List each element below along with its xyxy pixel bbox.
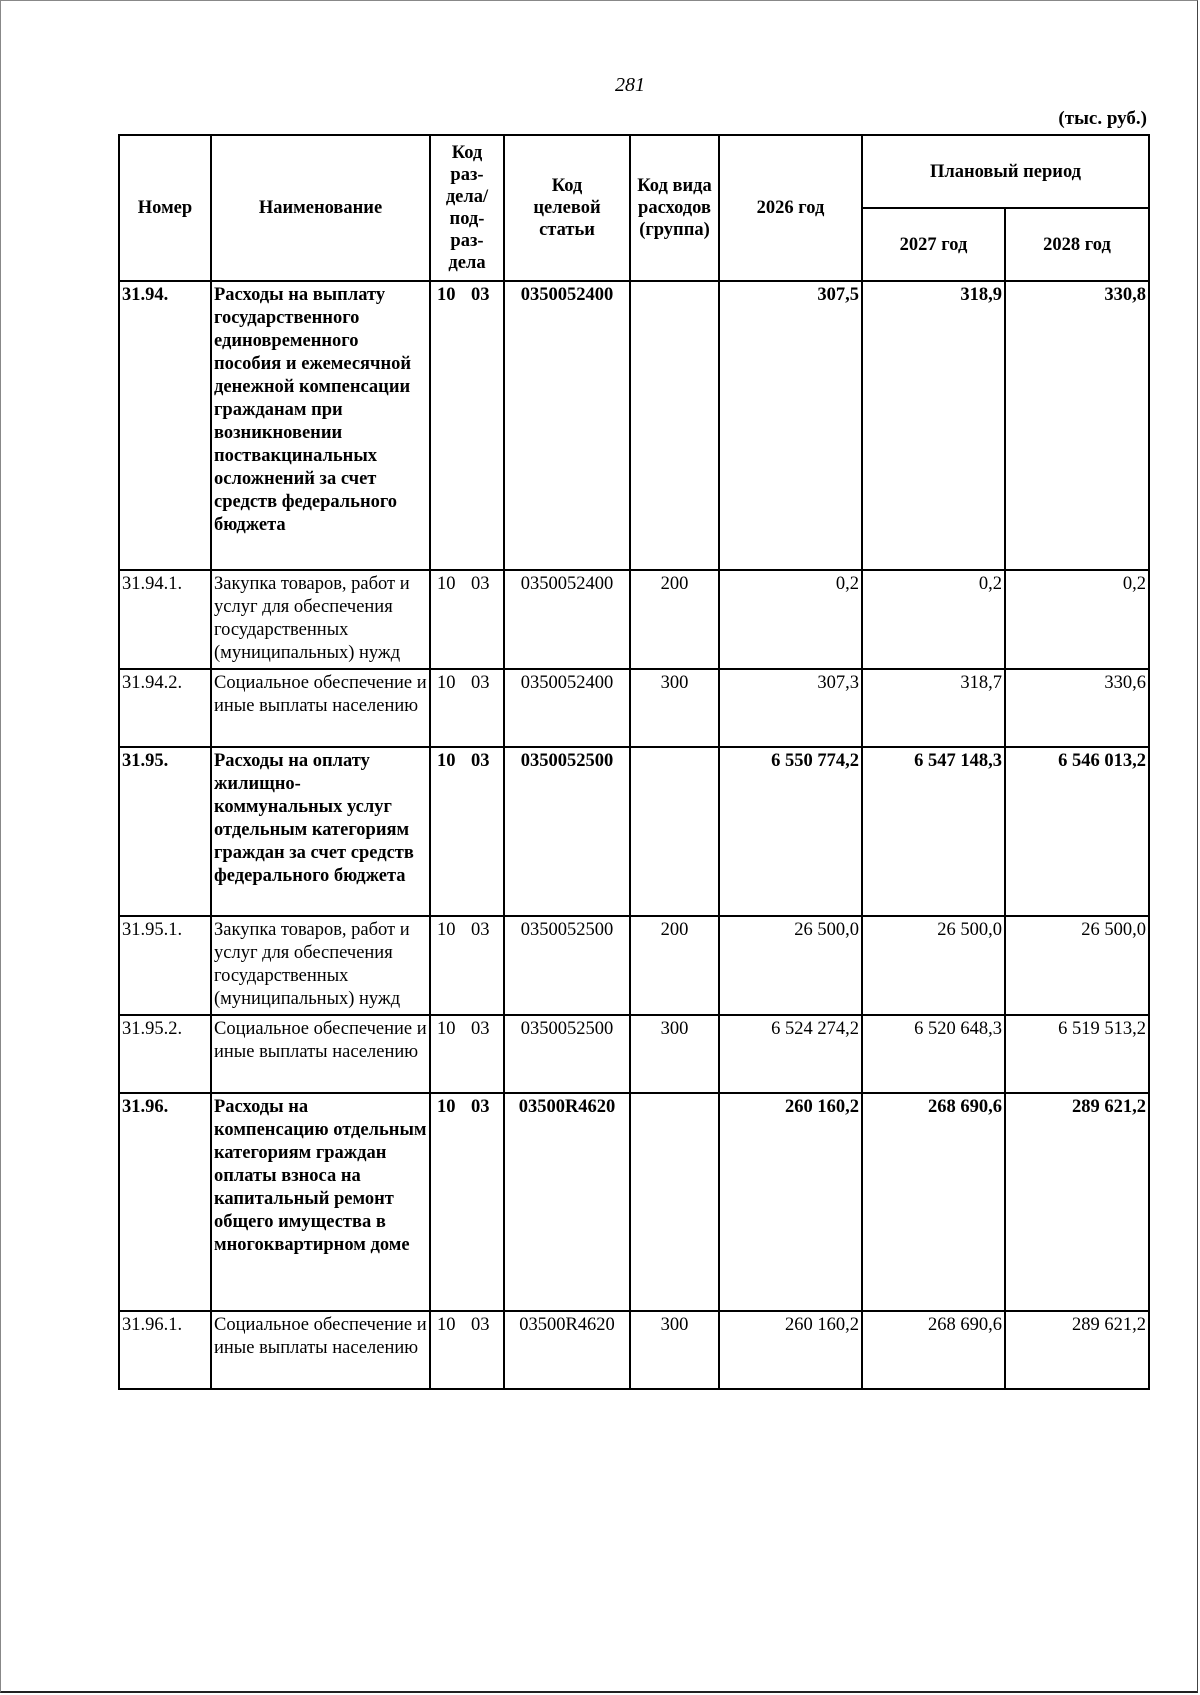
row-expense-kind [630, 281, 719, 570]
row-amount-2027: 0,2 [862, 570, 1005, 669]
row-subsection: 03 [471, 920, 490, 940]
header-section: Код раз-дела/ под-раз-дела [430, 135, 504, 281]
row-subsection: 03 [471, 574, 490, 594]
row-number: 31.95.1. [119, 916, 211, 1015]
row-name: Закупка товаров, работ и услуг для обеспечения государственных (муниципальных) нужд [211, 570, 430, 669]
row-subsection: 03 [471, 1097, 490, 1117]
table-row [119, 1015, 1149, 1093]
row-section: 10 [437, 673, 456, 693]
row-expense-kind: 200 [630, 570, 719, 669]
row-amount-2026: 260 160,2 [719, 1093, 862, 1311]
page-number: 281 [615, 74, 645, 96]
row-amount-2026: 260 160,2 [719, 1311, 862, 1389]
units-label: (тыс. руб.) [1058, 108, 1147, 129]
row-subsection: 03 [471, 1315, 490, 1335]
row-target-code: 03500R4620 [504, 1093, 630, 1311]
header-name: Наименование [211, 135, 430, 281]
row-section-code [430, 1093, 504, 1311]
row-expense-kind: 200 [630, 916, 719, 1015]
row-target-code: 0350052500 [504, 747, 630, 916]
row-number: 31.94. [119, 281, 211, 570]
row-target-code: 0350052500 [504, 916, 630, 1015]
row-number: 31.96. [119, 1093, 211, 1311]
row-amount-2026: 6 524 274,2 [719, 1015, 862, 1093]
row-section-code [430, 669, 504, 747]
row-amount-2027: 318,7 [862, 669, 1005, 747]
row-target-code: 0350052500 [504, 1015, 630, 1093]
row-amount-2028: 289 621,2 [1005, 1311, 1149, 1389]
row-section-code [430, 1015, 504, 1093]
row-expense-kind: 300 [630, 1311, 719, 1389]
row-number: 31.95.2. [119, 1015, 211, 1093]
row-subsection: 03 [471, 673, 490, 693]
table-body [119, 281, 1149, 1389]
row-name: Социальное обеспечение и иные выплаты населению [211, 1015, 430, 1093]
table-row [119, 1093, 1149, 1311]
row-section: 10 [437, 285, 456, 305]
row-expense-kind: 300 [630, 669, 719, 747]
header-2027: 2027 год [862, 208, 1005, 281]
row-amount-2028: 26 500,0 [1005, 916, 1149, 1015]
row-amount-2028: 6 546 013,2 [1005, 747, 1149, 916]
row-subsection: 03 [471, 751, 490, 771]
header-2026: 2026 год [719, 135, 862, 281]
row-amount-2028: 330,6 [1005, 669, 1149, 747]
header-2028: 2028 год [1005, 208, 1149, 281]
header-planned-period: Плановый период [862, 135, 1149, 208]
row-target-code: 0350052400 [504, 281, 630, 570]
row-target-code: 0350052400 [504, 669, 630, 747]
row-amount-2026: 307,5 [719, 281, 862, 570]
row-target-code: 0350052400 [504, 570, 630, 669]
row-section-code [430, 281, 504, 570]
row-name: Закупка товаров, работ и услуг для обеспечения государственных (муниципальных) нужд [211, 916, 430, 1015]
row-target-code: 03500R4620 [504, 1311, 630, 1389]
row-name: Расходы на выплату государственного единовременного пособия и ежемесячной денежной компенсации гражданам при возникновении поствакцинальных осложнений за счет средств федерального бюджета [211, 281, 430, 570]
row-name: Расходы на компенсацию отдельным категориям граждан оплаты взноса на капитальный ремонт общего имущества в многоквартирном доме [211, 1093, 430, 1311]
row-amount-2027: 318,9 [862, 281, 1005, 570]
row-amount-2028: 289 621,2 [1005, 1093, 1149, 1311]
row-section: 10 [437, 920, 456, 940]
header-number: Номер [119, 135, 211, 281]
row-amount-2027: 268 690,6 [862, 1311, 1005, 1389]
row-amount-2028: 0,2 [1005, 570, 1149, 669]
row-name: Социальное обеспечение и иные выплаты населению [211, 1311, 430, 1389]
row-amount-2026: 307,3 [719, 669, 862, 747]
header-target: Код целевой статьи [504, 135, 630, 281]
row-expense-kind: 300 [630, 1015, 719, 1093]
row-number: 31.96.1. [119, 1311, 211, 1389]
row-subsection: 03 [471, 285, 490, 305]
row-section: 10 [437, 1315, 456, 1335]
table-row [119, 1311, 1149, 1389]
row-number: 31.94.2. [119, 669, 211, 747]
row-name: Расходы на оплату жилищно-коммунальных услуг отдельным категориям граждан за счет средств федерального бюджета [211, 747, 430, 916]
row-subsection: 03 [471, 1019, 490, 1039]
row-amount-2027: 6 547 148,3 [862, 747, 1005, 916]
row-section: 10 [437, 751, 456, 771]
row-section-code [430, 916, 504, 1015]
table-row [119, 281, 1149, 570]
table-row [119, 747, 1149, 916]
row-amount-2027: 268 690,6 [862, 1093, 1005, 1311]
row-amount-2027: 6 520 648,3 [862, 1015, 1005, 1093]
row-amount-2027: 26 500,0 [862, 916, 1005, 1015]
row-number: 31.95. [119, 747, 211, 916]
table-row [119, 669, 1149, 747]
row-amount-2026: 6 550 774,2 [719, 747, 862, 916]
row-number: 31.94.1. [119, 570, 211, 669]
table-row [119, 570, 1149, 669]
row-expense-kind [630, 747, 719, 916]
budget-table [118, 134, 1150, 1390]
row-amount-2026: 0,2 [719, 570, 862, 669]
table-row [119, 916, 1149, 1015]
row-section: 10 [437, 1097, 456, 1117]
row-section-code [430, 747, 504, 916]
row-name: Социальное обеспечение и иные выплаты населению [211, 669, 430, 747]
row-amount-2026: 26 500,0 [719, 916, 862, 1015]
row-section-code [430, 570, 504, 669]
row-expense-kind [630, 1093, 719, 1311]
row-amount-2028: 6 519 513,2 [1005, 1015, 1149, 1093]
header-kind: Код вида расходов (группа) [630, 135, 719, 281]
row-section: 10 [437, 1019, 456, 1039]
row-section-code [430, 1311, 504, 1389]
row-amount-2028: 330,8 [1005, 281, 1149, 570]
row-section: 10 [437, 574, 456, 594]
